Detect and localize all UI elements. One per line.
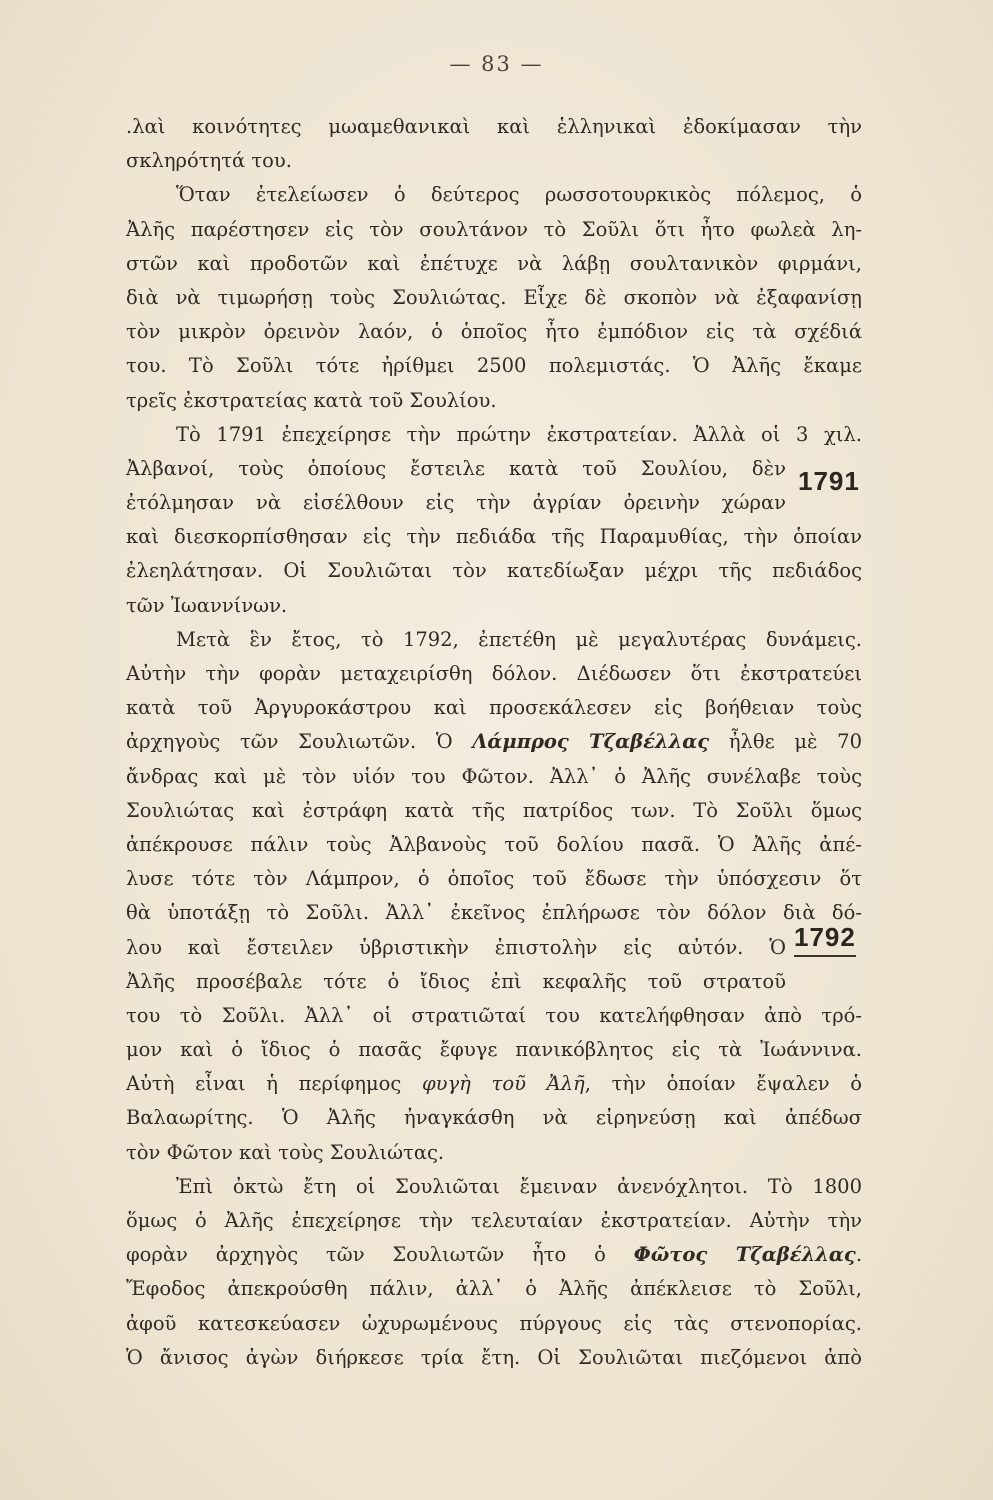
text-line: .λαὶ κοινότητες μωαμεθανικαὶ καὶ ἑλληνικαὶ ἐδοκίμασαν τὴν bbox=[126, 115, 862, 138]
text-line: τρεῖς ἐκστρατείας κατὰ τοῦ Σουλίου. bbox=[126, 388, 497, 412]
text-line: διὰ νὰ τιμωρήσῃ τοὺς Σουλιώτας. Εἶχε δὲ σκοπὸν νὰ ἐξαφανίσῃ bbox=[126, 285, 862, 309]
margin-year-1791: 1791 bbox=[798, 466, 860, 496]
text-line: Ἀλῆς παρέστησεν εἰς τὸν σουλτάνον τὸ Σοῦλι ὅτι ἦτο φωλεὰ λη- bbox=[126, 217, 862, 241]
text-line: Μετὰ ἓν ἔτος, τὸ 1792, ἐπετέθη μὲ μεγαλυτέρας δυνάμεις. bbox=[176, 627, 862, 651]
emphasized-name: Λάμπρος Τζαβέλλας bbox=[472, 730, 710, 754]
text-line: ἐτόλμησαν νὰ εἰσέλθουν εἰς τὴν ἀγρίαν ὀρεινὴν χώραν bbox=[126, 491, 786, 515]
text-line: ὅμως ὁ Ἀλῆς ἐπεχείρησε τὴν τελευταίαν ἐκστρατείαν. Αὐτὴν τὴν bbox=[126, 1209, 862, 1232]
text-line: λυσε τότε τὸν Λάμπρον, ὁ ὁποῖος τοῦ ἔδωσε τὴν ὑπόσχεσιν ὅτ bbox=[126, 867, 862, 891]
text-line: φορὰν ἀρχηγὸς τῶν Σουλιωτῶν ἦτο ὁ Φῶτος Τζαβέλλας. bbox=[126, 1243, 862, 1267]
text-line: Ἀλβανοί, τοὺς ὁποίους ἔστειλε κατὰ τοῦ Σουλίου, δὲν bbox=[126, 456, 786, 480]
emphasized-phrase: φυγὴ τοῦ Ἀλῆ bbox=[422, 1072, 585, 1096]
text-line: λου καὶ ἔστειλεν ὑβριστικὴν ἐπιστολὴν εἰς αὐτόν. Ὁ bbox=[126, 935, 786, 959]
text-line: Αὐτὴν τὴν φορὰν μεταχειρίσθη δόλον. Διέδωσεν ὅτι ἐκστρατεύει bbox=[126, 662, 862, 685]
text-line: ἀρχηγοὺς τῶν Σουλιωτῶν. Ὁ Λάμπρος Τζαβέλλας ἦλθε μὲ 70 bbox=[126, 730, 862, 754]
text-line: ἀπέκρουσε πάλιν τοὺς Ἀλβανοὺς τοῦ δολίου πασᾶ. Ὁ Ἀλῆς ἀπέ- bbox=[126, 832, 862, 856]
text-line: θὰ ὑποτάξῃ τὸ Σοῦλι. Ἀλλ᾿ ἐκεῖνος ἐπλήρωσε τὸν δόλον διὰ δό- bbox=[126, 901, 862, 925]
text-line: Σουλιώτας καὶ ἐστράφη κατὰ τῆς πατρίδος των. Τὸ Σοῦλι ὅμως bbox=[126, 798, 862, 822]
text-line: ἐλεηλάτησαν. Οἱ Σουλιῶται τὸν κατεδίωξαν μέχρι τῆς πεδιάδος bbox=[126, 559, 862, 583]
body-text bbox=[126, 110, 862, 1375]
text-line: στῶν καὶ προδοτῶν καὶ ἐπέτυχε νὰ λάβῃ σουλτανικὸν φιρμάνι, bbox=[126, 251, 862, 275]
text-line: του. Τὸ Σοῦλι τότε ἠρίθμει 2500 πολεμιστάς. Ὁ Ἀλῆς ἔκαμε bbox=[126, 354, 862, 378]
text-line: Ἀλῆς προσέβαλε τότε ὁ ἴδιος ἐπὶ κεφαλῆς τοῦ στρατοῦ bbox=[126, 969, 786, 993]
text-line: Ἐπὶ ὀκτὼ ἔτη οἱ Σουλιῶται ἔμειναν ἀνενόχλητοι. Τὸ 1800 bbox=[176, 1174, 862, 1198]
text-line: Ὁ ἄνισος ἀγὼν διήρκεσε τρία ἔτη. Οἱ Σουλιῶται πιεζόμενοι ἀπὸ bbox=[126, 1345, 862, 1369]
margin-year-1792: 1792 bbox=[794, 922, 856, 957]
emphasized-name: Φῶτος Τζαβέλλας bbox=[633, 1243, 856, 1267]
text-line: τὸν Φῶτον καὶ τοὺς Σουλιώτας. bbox=[126, 1140, 445, 1164]
text-line: Ἔφοδος ἀπεκρούσθη πάλιν, ἀλλ᾿ ὁ Ἀλῆς ἀπέκλεισε τὸ Σοῦλι, bbox=[126, 1277, 862, 1301]
text-line: Βαλαωρίτης. Ὁ Ἀλῆς ἠναγκάσθη νὰ εἰρηνεύσῃ καὶ ἀπέδωσ bbox=[126, 1106, 862, 1130]
text-line: καὶ διεσκορπίσθησαν εἰς τὴν πεδιάδα τῆς Παραμυθίας, τὴν ὁποίαν bbox=[126, 525, 862, 549]
text-line: τὸν μικρὸν ὀρεινὸν λαόν, ὁ ὁποῖος ἦτο ἐμπόδιον εἰς τὰ σχέδιά bbox=[126, 320, 862, 344]
text-line: τῶν Ἰωαννίνων. bbox=[126, 593, 288, 617]
text-line: ἀφοῦ κατεσκεύασεν ὠχυρωμένους πύργους εἰς τὰς στενοπορίας. bbox=[126, 1311, 862, 1335]
page-number: — 83 — bbox=[449, 52, 544, 76]
text-line: του τὸ Σοῦλι. Ἀλλ᾿ οἱ στρατιῶταί του κατελήφθησαν ἀπὸ τρό- bbox=[126, 1003, 862, 1027]
text-line: Ὅταν ἐτελείωσεν ὁ δεύτερος ρωσσοτουρκικὸς πόλεμος, ὁ bbox=[176, 183, 862, 207]
text-line: ἄνδρας καὶ μὲ τὸν υἱόν του Φῶτον. Ἀλλ᾿ ὁ Ἀλῆς συνέλαβε τοὺς bbox=[126, 764, 862, 788]
text-line: σκληρότητά του. bbox=[126, 149, 292, 173]
text-line: κατὰ τοῦ Ἀργυροκάστρου καὶ προσεκάλεσεν εἰς βοήθειαν τοὺς bbox=[126, 696, 862, 720]
text-line: μον καὶ ὁ ἴδιος ὁ πασᾶς ἔφυγε πανικόβλητος εἰς τὰ Ἰωάννινα. bbox=[126, 1038, 862, 1062]
text-line: Τὸ 1791 ἐπεχείρησε τὴν πρώτην ἐκστρατείαν. Ἀλλὰ οἱ 3 χιλ. bbox=[176, 422, 862, 446]
text-line: Αὐτὴ εἶναι ἡ περίφημος φυγὴ τοῦ Ἀλῆ, τὴν ὁποίαν ἔψαλεν ὁ bbox=[126, 1072, 862, 1096]
